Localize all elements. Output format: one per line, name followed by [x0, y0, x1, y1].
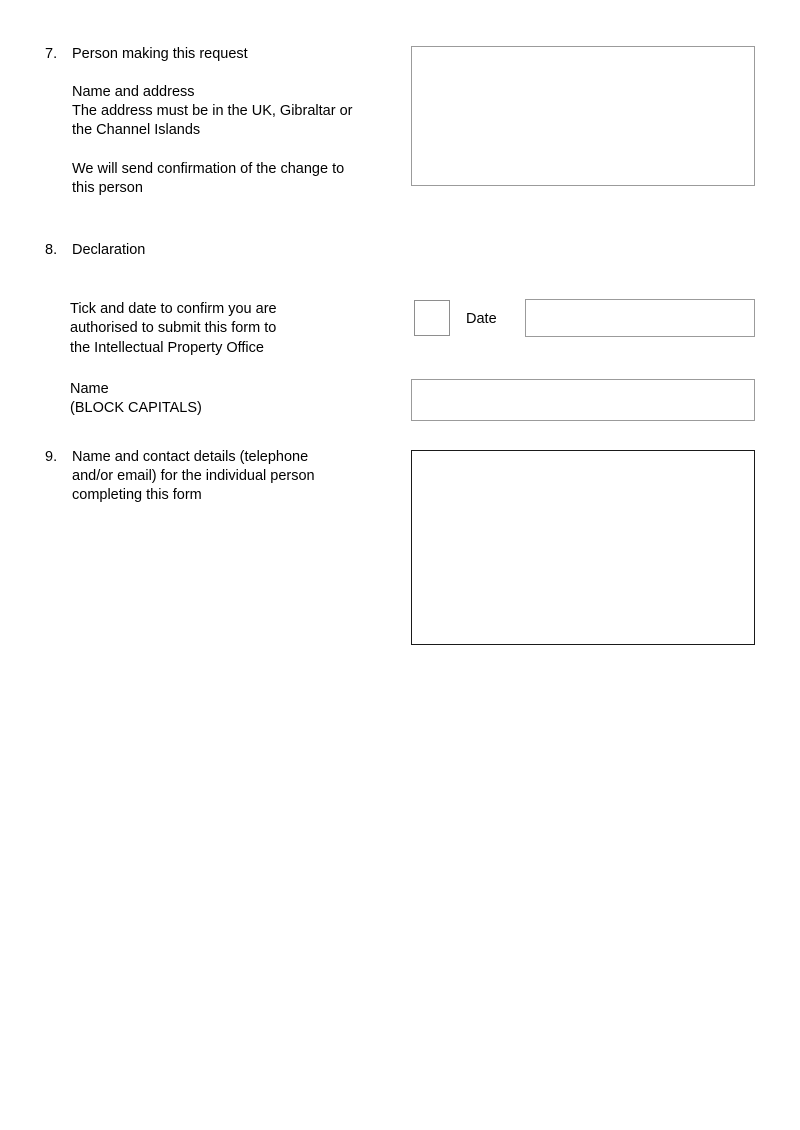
- section-9-heading-line-2: and/or email) for the individual person: [72, 468, 315, 484]
- section-8-name-line-1: Name: [70, 381, 109, 397]
- date-label: Date: [466, 311, 497, 327]
- section-7-body-line-2: The address must be in the UK, Gibraltar or: [72, 103, 353, 119]
- section-9-heading-line-3: completing this form: [72, 487, 202, 503]
- section-8-declaration-line-1: Tick and date to confirm you are: [70, 301, 277, 317]
- declaration-tick-checkbox[interactable]: [414, 300, 450, 336]
- section-7-body-line-1: Name and address: [72, 84, 195, 100]
- section-8-name-line-2: (BLOCK CAPITALS): [70, 400, 202, 416]
- declaration-date-field[interactable]: [525, 299, 755, 337]
- section-7-heading: Person making this request: [72, 46, 248, 62]
- section-7-number: 7.: [45, 46, 58, 62]
- section-7-body-line-3: the Channel Islands: [72, 122, 201, 138]
- section-8-heading: Declaration: [72, 242, 146, 258]
- section-7-body2-line-1: We will send confirmation of the change to: [72, 161, 345, 177]
- section-9-number: 9.: [45, 449, 58, 465]
- section-9-heading-line-1: Name and contact details (telephone: [72, 449, 309, 465]
- section-8-declaration-line-3: the Intellectual Property Office: [70, 340, 264, 356]
- section-8-declaration-line-2: authorised to submit this form to: [70, 320, 277, 336]
- section-7-body2-line-2: this person: [72, 180, 143, 196]
- declaration-name-field[interactable]: [411, 379, 755, 421]
- contact-details-box[interactable]: [411, 450, 755, 645]
- person-making-request-box[interactable]: [411, 46, 755, 186]
- section-8-number: 8.: [45, 242, 58, 258]
